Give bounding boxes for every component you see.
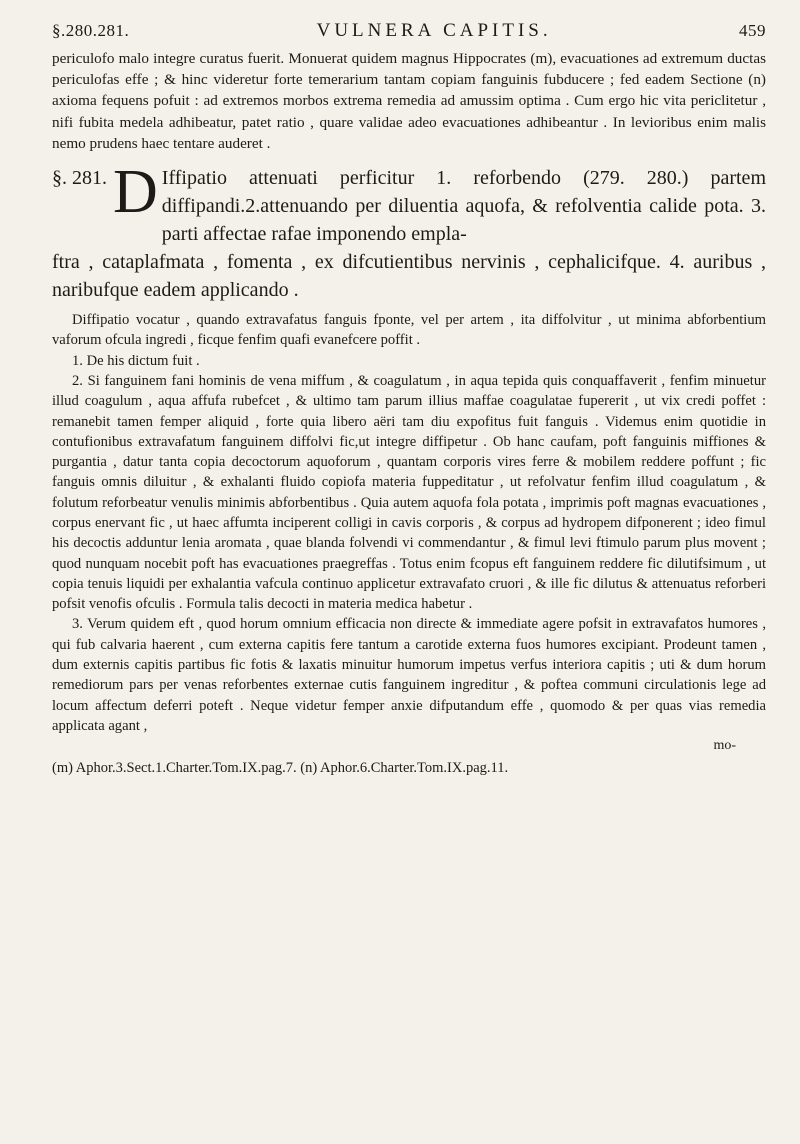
section-number: §. 281.	[52, 167, 107, 190]
section-text-continued: ftra , cataplafmata , fomenta , ex difcutientibus nervinis , cephalicifque. 4. auribus , naribufque eadem applicando .	[52, 251, 766, 302]
page-number: 459	[738, 21, 766, 40]
section-text: Iffipatio attenuati perficitur 1. reforbendo (279. 280.) partem diffipandi.2.attenuando per diluentia aquofa, & refolventia calide pota. 3. parti affectae rafae imponendo empla-	[161, 167, 766, 246]
commentary-paragraph: 1. De his dictum fuit .	[72, 352, 200, 369]
catchword: mo-	[713, 738, 736, 754]
running-title: VULNERA CAPITIS.	[316, 20, 552, 41]
section-range: §.280.281.	[52, 21, 130, 40]
commentary-paragraph: Diffipatio vocatur , quando extravafatus fanguis fponte, vel per artem , ita diffolvitur , ut minima abforbentium vaforum ofcula ingredi , ficque fenfim quafi evanefcere poffit .	[52, 312, 766, 349]
drop-cap: D	[113, 158, 158, 227]
commentary	[52, 310, 766, 736]
section-281	[52, 158, 766, 248]
intro-paragraph: periculofo malo integre curatus fuerit. Monuerat quidem magnus Hippocrates (m), evacuationes ad extremum ductas periculofas effe ; & hinc videretur forte temerarium tantam copiam fanguinis fubducere ; fed eadem Sectione (n) axioma fequens pofuit : ad extremos morbos extrema remedia ad amussim optima . Cum ergo hic vita periclitetur , nifi fubita medela adhibeatur, patet ratio , quare validae adeo evacuationes adhibeantur . In levioribus enim malis nemo prudens haec tentare auderet .	[52, 50, 766, 152]
commentary-paragraph: 2. Si fanguinem fani hominis de vena miffum , & coagulatum , in aqua tepida quis conquaffaverit , fenfim minuetur illud coagulum , aqua affufa rubefcet , & ultimo tam parum illius maffae coagulatae fupererit , ut vix credi poffet : remanebit tamen femper aliquid , forte quia libero aëri tam diu expofitus fuit fanguis . Videmus enim quotidie in contufionibus extravafatum fanguinem diffolvi fic,ut integre diffipetur . Ob hanc caufam, poft fanguinis miffiones & purgantia , datur tanta copia decoctorum aquoforum , quantam corporis vires ferre & mobilem reddere poffunt ; fic fanguis omnis diluitur , & exhalanti fluido copiofa materia fuppeditatur , ut refolvatur fenfim illud coagulatum , & folutum reforbeatur venulis minimis abforbentibus . Quia autem aquofa fola potata , imprimis poft magnas evacuationes , corpus enervant fic , ut haec affumta inciperent colligi in cavis corporis , & corpus ad hydropem difponerent ; ideo fimul his decoctis adduntur lenia aromata , quae blanda folvendi vi commendantur , & fimul levi ftimulo parum plus movent ; quod nunquam nocebit poft has evacuationes praegreffas . Totus enim fcopus eft fanguinem reddere fic dilutifsimum , ut copia tenuis liquidi per exhalantia vafcula continuo applicetur extravafato cruori , & ille fic dilutus & attenuatus reforberi pofsit venofis ofculis . Formula talis decocti in materia medica habetur .	[52, 372, 766, 613]
footnotes: (m) Aphor.3.Sect.1.Charter.Tom.IX.pag.7. (n) Aphor.6.Charter.Tom.IX.pag.11.	[52, 760, 509, 777]
running-header	[52, 20, 766, 42]
commentary-paragraph: 3. Verum quidem eft , quod horum omnium efficacia non directe & immediate agere pofsit in extravafatos humores , qui fub calvaria haerent , cum externa capitis fere tantum a carotide externa fuos humores excipiant. Prodeunt tamen , dum externis capitis partibus fic fotis & laxatis minuitur humorum impetus verfus interiora capitis ; uti & dum horum remediorum pars per venas reforbentes externae cutis fanguinem ingreditur , & poftea communi circulationis lege ad locum affectum deferri poteft . Neque videtur femper anxie difputandum effe , quomodo & per quas vias remedia applicata agant ,	[52, 616, 766, 734]
